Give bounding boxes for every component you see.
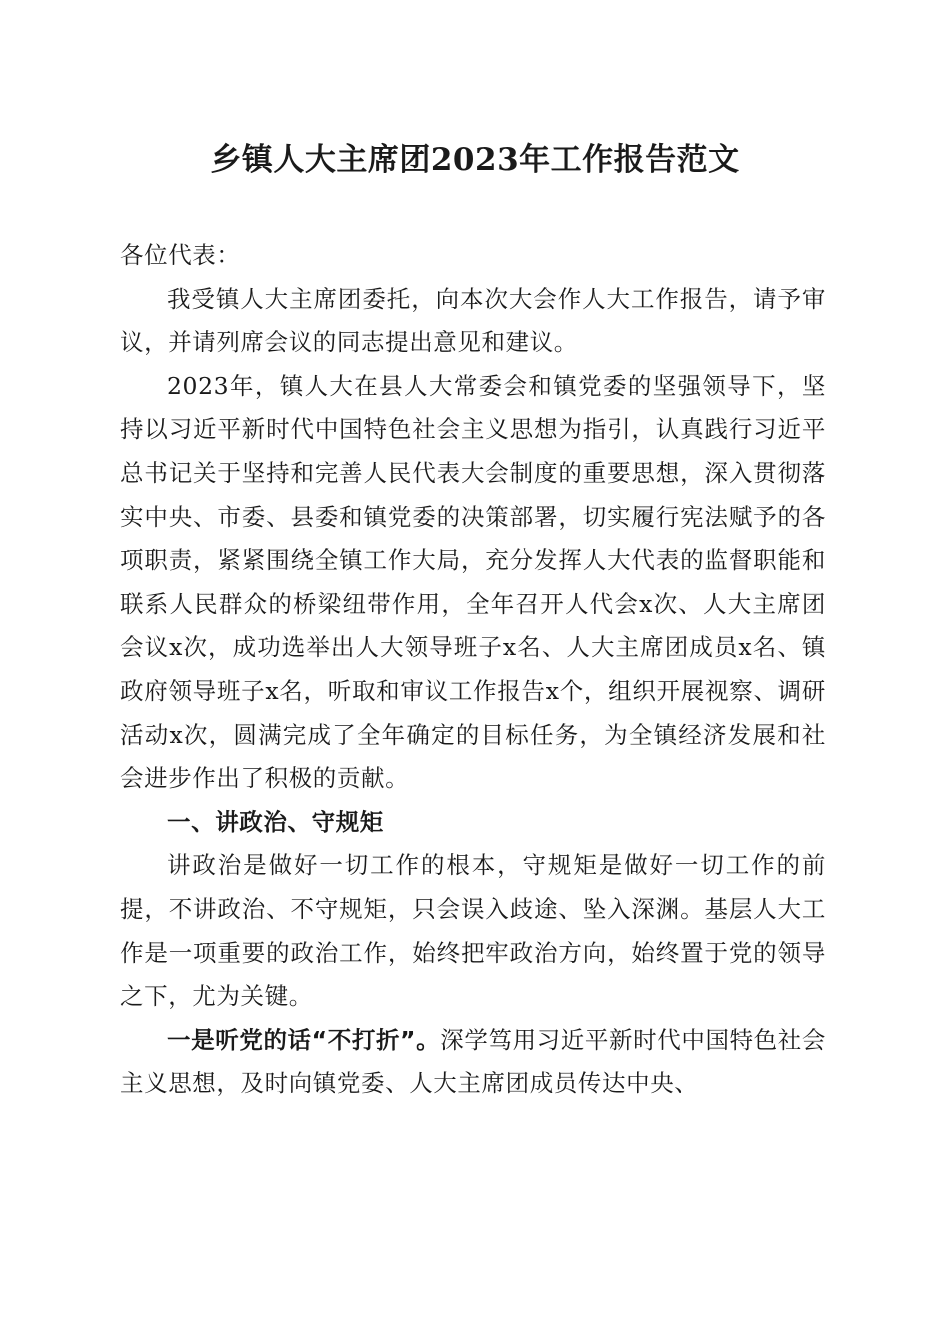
document-body [120, 234, 826, 1106]
point-1-paragraph [120, 1019, 826, 1106]
annual-review-paragraph: 2023年，镇人大在县人大常委会和镇党委的坚强领导下，坚持以习近平新时代中国特色社会主义思想为指引，认真践行习近平总书记关于坚持和完善人民代表大会制度的重要思想，深入贯彻落实中央、市委、县委和镇党委的决策部署，切实履行宪法赋予的各项职责，紧紧围绕全镇工作大局，充分发挥人大代表的监督职能和联系人民群众的桥梁纽带作用，全年召开人代会x次、人大主席团会议x次，成功选举出人大领导班子x名、人大主席团成员x名、镇政府领导班子x名，听取和审议工作报告x个，组织开展视察、调研活动x次，圆满完成了全年确定的目标任务，为全镇经济发展和社会进步作出了积极的贡献。 [120, 371, 826, 793]
section-1-heading: 一、讲政治、守规矩 [167, 807, 384, 836]
salutation: 各位代表： [120, 241, 241, 269]
point-1-lead: 一是听党的话“不打折”。 [167, 1025, 441, 1054]
document-title: 乡镇人大主席团2023年工作报告范文 [210, 142, 740, 178]
point-1-body: 深学笃用习近平新时代中国特色社会主义思想，及时向镇党委、人大主席团成员传达中央、 [120, 1025, 826, 1098]
intro-paragraph: 我受镇人大主席团委托，向本次大会作人大工作报告，请予审议，并请列席会议的同志提出意见和建议。 [120, 284, 826, 357]
section-1-paragraph: 讲政治是做好一切工作的根本，守规矩是做好一切工作的前提，不讲政治、不守规矩，只会误入歧途、坠入深渊。基层人大工作是一项重要的政治工作，始终把牢政治方向，始终置于党的领导之下，尤为关键。 [120, 851, 826, 1011]
